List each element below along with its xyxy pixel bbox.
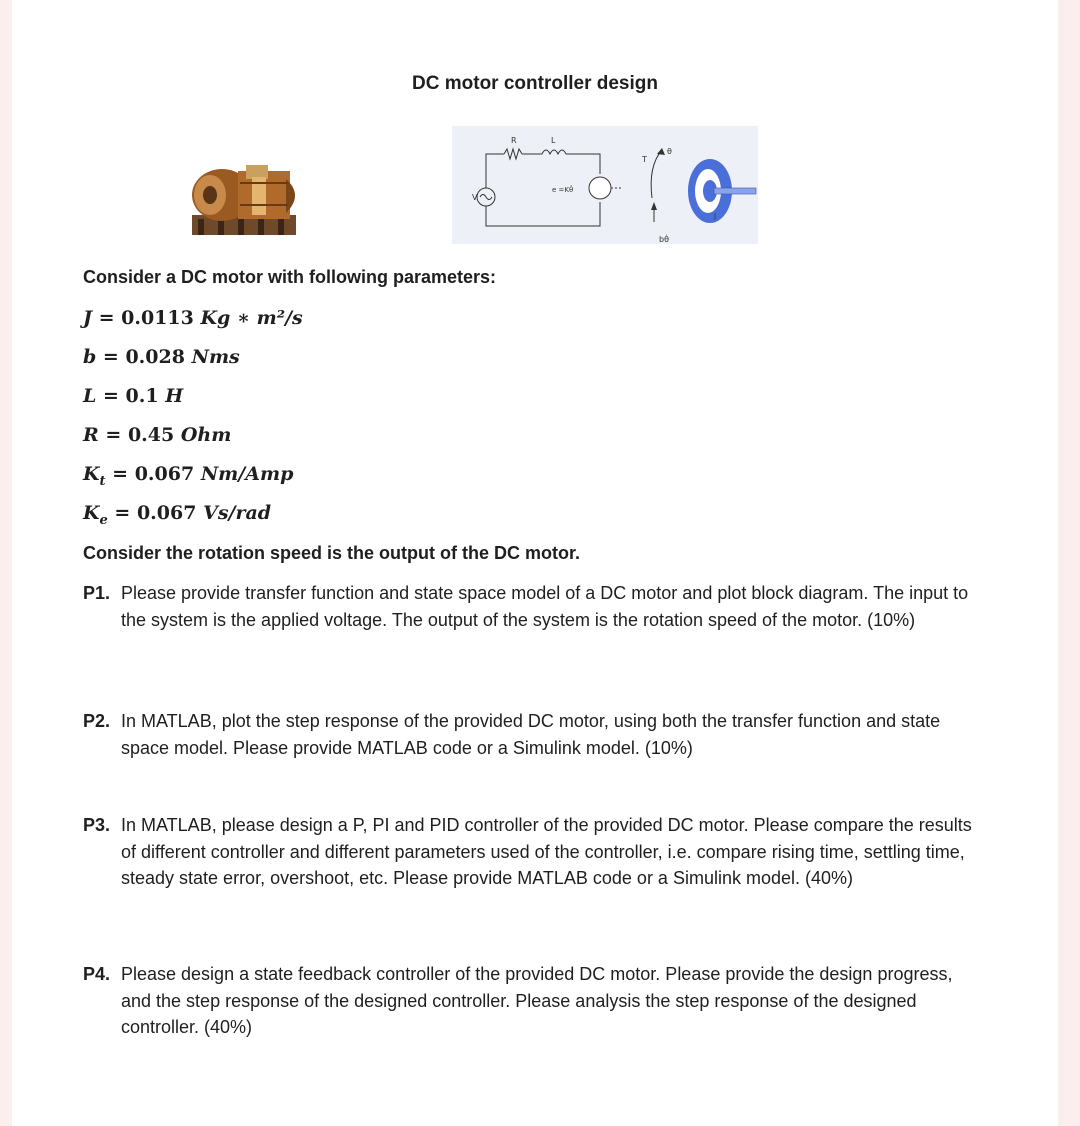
parameter-value: 0.067 xyxy=(134,463,195,485)
back-emf-label: e =Kθ̇ xyxy=(552,186,574,194)
parameter-r: R = 0.45 Ohm xyxy=(83,424,232,446)
parameter-value: 0.028 xyxy=(125,346,185,368)
parameter-value: 0.1 xyxy=(125,385,159,407)
parameter-unit: Nm/Amp xyxy=(200,463,294,485)
problem-label: P1. xyxy=(83,583,111,603)
problem-text: Please provide transfer function and state space model of a DC motor and plot block diagram. The input to the system is the applied voltage. The output of the system is the rotation speed of the motor. (10%) xyxy=(121,583,969,630)
parameter-b: b = 0.028 Nms xyxy=(83,346,240,368)
parameter-subscript: e xyxy=(99,512,108,528)
dc-motor-photo xyxy=(178,155,310,243)
parameter-unit: Vs/rad xyxy=(203,502,272,524)
problem-p2 xyxy=(83,708,983,761)
parameter-l: L = 0.1 H xyxy=(83,385,184,407)
parameter-value: 0.067 xyxy=(136,502,197,524)
parameter-unit: Ohm xyxy=(180,424,232,446)
parameter-symbol: R xyxy=(83,424,99,446)
problem-label: P2. xyxy=(83,711,111,731)
parameter-symbol: L xyxy=(83,385,97,407)
motor-circuit-diagram xyxy=(452,126,758,244)
damping-label: bθ̇ xyxy=(659,235,669,244)
angle-label: θ xyxy=(667,147,672,156)
problem-label: P3. xyxy=(83,815,111,835)
document-title: DC motor controller design xyxy=(412,73,658,94)
motor-shaft xyxy=(714,188,756,194)
parameter-unit: Nms xyxy=(191,346,240,368)
parameter-symbol: K xyxy=(83,502,100,524)
problem-p3 xyxy=(83,812,983,892)
parameter-symbol: K xyxy=(83,463,100,485)
armature-symbol xyxy=(589,177,611,199)
problem-text: Please design a state feedback controller of the provided DC motor. Please provide the design progress, and the step response of the designed controller. Please analysis the step response of the designed controller. (40%) xyxy=(121,964,953,1037)
parameter-value: 0.0113 xyxy=(121,307,194,329)
parameter-kt: $K_t = 0.067$ Nm/Amp xyxy=(83,463,294,489)
parameter-unit: Kg ∗ m²/s xyxy=(200,307,303,329)
torque-label: T xyxy=(642,155,647,164)
problem-text: In MATLAB, please design a P, PI and PID controller of the provided DC motor. Please compare the results of different controller and different parameters used of the controller, i.e. compare rising time, settling time, steady state error, overshoot, etc. Please provide MATLAB code or a Simulink model. (40%) xyxy=(121,815,972,888)
problem-label: P4. xyxy=(83,964,111,984)
inductor-label: L xyxy=(551,136,556,145)
parameter-subscript: t xyxy=(99,473,106,489)
problem-p4 xyxy=(83,961,983,1041)
parameter-j: J = 0.0113 Kg ∗ m²/s xyxy=(83,307,303,329)
source-label: V xyxy=(472,193,478,202)
parameter-ke: $K_e = 0.067$ Vs/rad xyxy=(83,502,272,528)
parameter-symbol: b xyxy=(83,346,97,368)
resistor-label: R xyxy=(511,136,517,145)
inertia-label: J xyxy=(714,212,717,220)
parameter-symbol: J xyxy=(83,307,92,329)
document-page xyxy=(12,0,1058,1126)
parameters-heading: Consider a DC motor with following parameters: xyxy=(83,267,497,287)
parameter-value: 0.45 xyxy=(127,424,175,446)
output-note: Consider the rotation speed is the output of the DC motor. xyxy=(83,543,581,563)
parameter-unit: H xyxy=(165,385,184,407)
problem-p1 xyxy=(83,580,983,633)
problem-text: In MATLAB, plot the step response of the provided DC motor, using both the transfer function and state space model. Please provide MATLAB code or a Simulink model. (10%) xyxy=(121,711,941,758)
